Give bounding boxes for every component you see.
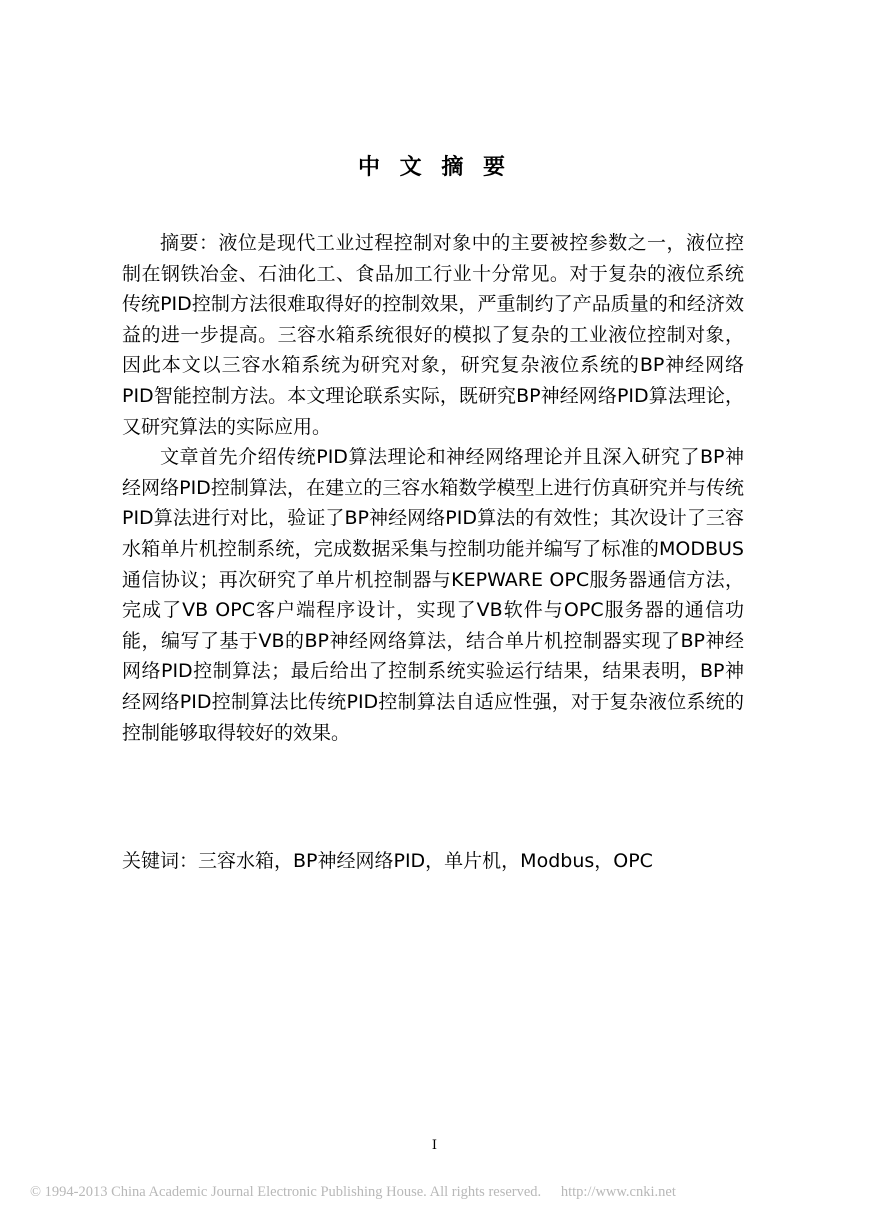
- abstract-body: [122, 228, 744, 748]
- abstract-paragraph-2: 文章首先介绍传统PID算法理论和神经网络理论并且深入研究了BP神经网络PID控制算法，在建立的三容水箱数学模型上进行仿真研究并与传统PID算法进行对比，验证了BP神经网络PID算法的有效性；其次设计了三容水箱单片机控制系统，完成数据采集与控制功能并编写了标准的MODBUS通信协议；再次研究了单片机控制器与KEPWARE OPC服务器通信方法，完成了VB OPC客户端程序设计，实现了VB软件与OPC服务器的通信功能，编写了基于VB的BP神经网络算法，结合单片机控制器实现了BP神经网络PID控制算法；最后给出了控制系统实验运行结果，结果表明，BP神经网络PID控制算法比传统PID控制算法自适应性强，对于复杂液位系统的控制能够取得较好的效果。: [122, 446, 744, 744]
- abstract-paragraph-1: 摘要：液位是现代工业过程控制对象中的主要被控参数之一，液位控制在钢铁冶金、石油化工、食品加工行业十分常见。对于复杂的液位系统传统PID控制方法很难取得好的控制效果，严重制约了产品质量的和经济效益的进一步提高。三容水箱系统很好的模拟了复杂的工业液位控制对象，因此本文以三容水箱系统为研究对象，研究复杂液位系统的BP神经网络PID智能控制方法。本文理论联系实际，既研究BP神经网络PID算法理论，又研究算法的实际应用。: [122, 232, 744, 438]
- footer-link[interactable]: http://www.cnki.net: [560, 1184, 676, 1200]
- page-number: I: [431, 1138, 438, 1153]
- copyright-text: © 1994-2013 China Academic Journal Electronic Publishing House. All rights reserved.: [30, 1184, 542, 1200]
- keywords-line: 关键词：三容水箱，BP神经网络PID，单片机，Modbus，OPC: [122, 850, 653, 872]
- page-title: 中 文 摘 要: [358, 155, 511, 180]
- copyright-footer: [30, 1184, 676, 1201]
